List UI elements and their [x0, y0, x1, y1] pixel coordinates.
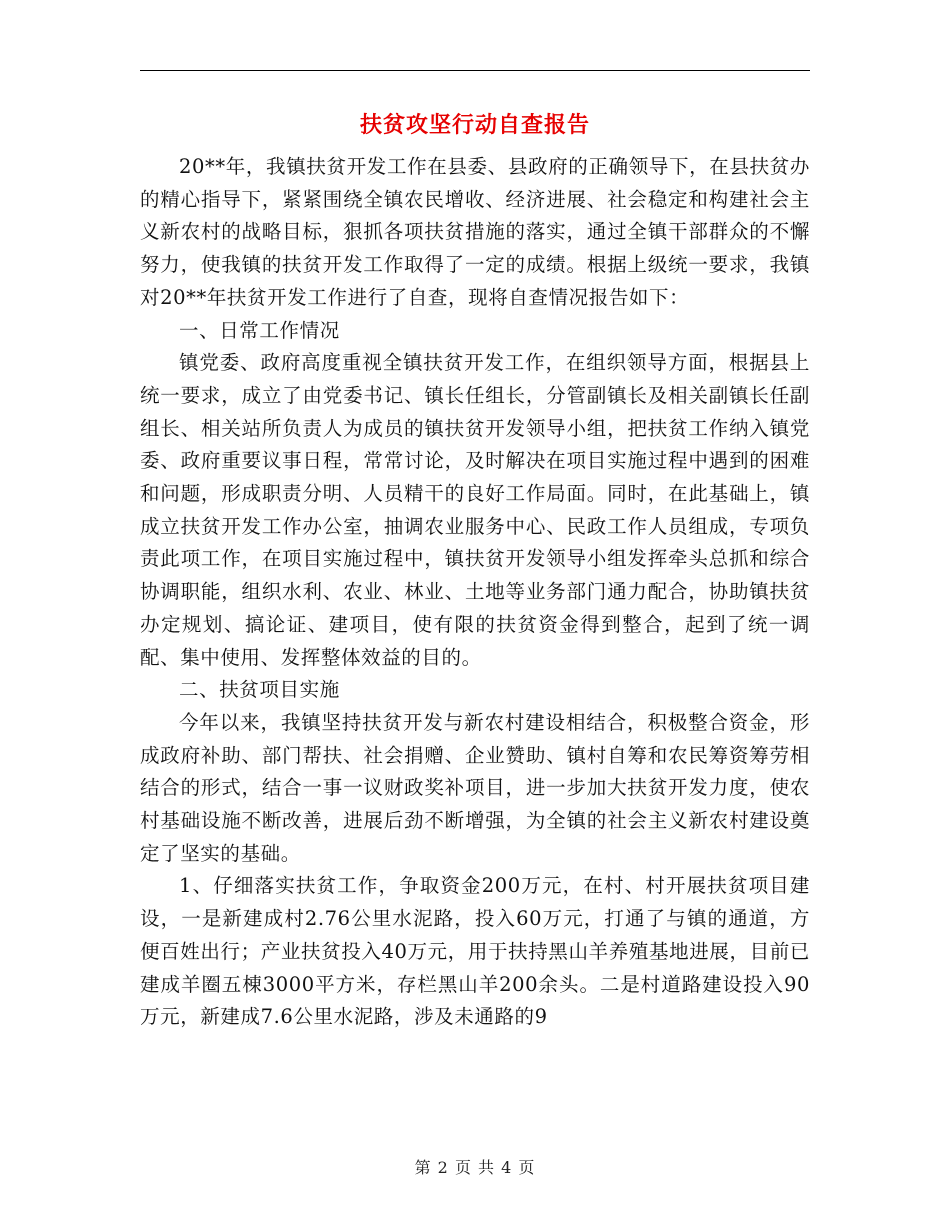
- intro-paragraph: 20**年，我镇扶贫开发工作在县委、县政府的正确领导下，在县扶贫办的精心指导下，紧紧围绕全镇农民增收、经济进展、社会稳定和构建社会主义新农村的战略目标，狠抓各项扶贫措施的落实，通过全镇干部群众的不懈努力，使我镇的扶贫开发工作取得了一定的成绩。根据上级统一要求，我镇对20**年扶贫开发工作进行了自查，现将自查情况报告如下：: [140, 155, 810, 309]
- page-number-footer: 第 2 页 共 4 页: [414, 1158, 536, 1177]
- section-heading-daily-work: 一、日常工作情况: [179, 318, 340, 342]
- projects-item-1-paragraph: 1、仔细落实扶贫工作，争取资金200万元，在村、村开展扶贫项目建设，一是新建成村2.76公里水泥路，投入60万元，打通了与镇的通道，方便百姓出行；产业扶贫投入40万元，用于扶持黑山羊养殖基地进展，目前已建成羊圈五棟3000平方米，存栏黑山羊200余头。二是村道路建设投入90万元，新建成7.6公里水泥路，涉及未通路的9: [140, 874, 810, 1029]
- daily-work-paragraph: 镇党委、政府高度重视全镇扶贫开发工作，在组织领导方面，根据县上统一要求，成立了由党委书记、镇长任组长，分管副镇长及相关副镇长任副组长、相关站所负责人为成员的镇扶贫开发领导小组，把扶贫工作纳入镇党委、政府重要议事日程，常常讨论，及时解决在项目实施过程中遇到的困难和问题，形成职责分明、人员精干的良好工作局面。同时，在此基础上，镇成立扶贫开发工作办公室，抽调农业服务中心、民政工作人员组成，专项负责此项工作，在项目实施过程中，镇扶贫开发领导小组发挥牵头总抓和综合协调职能，组织水利、农业、林业、土地等业务部门通力配合，协助镇扶贫办定规划、搞论证、建项目，使有限的扶贫资金得到整合，起到了统一调配、集中使用、发挥整体效益的目的。: [140, 351, 810, 669]
- header-divider: [140, 70, 810, 71]
- document-title: 扶贫攻坚行动自查报告: [359, 113, 590, 138]
- projects-intro-paragraph: 今年以来，我镇坚持扶贫开发与新农村建设相结合，积极整合资金，形成政府补助、部门帮扶、社会捐赠、企业赞助、镇村自筹和农民筹资筹劳相结合的形式，结合一事一议财政奖补项目，进一步加大扶贫开发力度，使农村基础设施不断改善，进展后劲不断增强，为全镇的社会主义新农村建设奠定了坚实的基础。: [140, 710, 810, 865]
- document-body: [140, 151, 810, 1034]
- section-heading-projects: 二、扶贫项目实施: [179, 678, 340, 702]
